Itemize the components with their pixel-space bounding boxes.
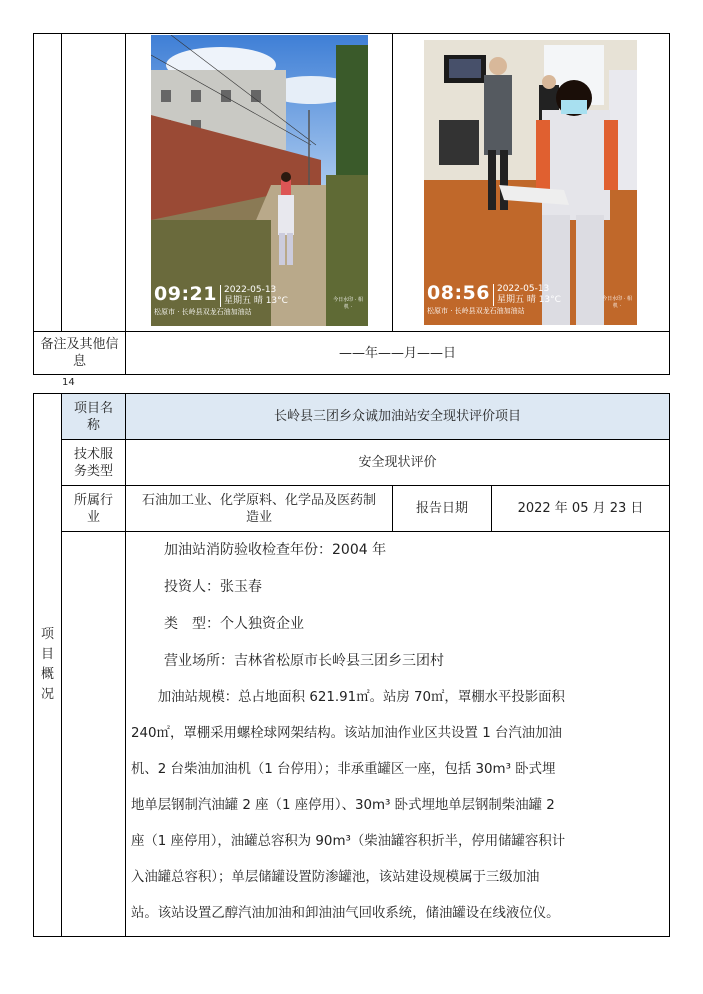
overview-label: 项目概况 bbox=[40, 627, 54, 702]
overview-line: 加油站消防验收检查年份：2004 年 bbox=[164, 542, 387, 558]
site-photo-2 bbox=[424, 40, 637, 325]
service-type-value: 安全现状评价 bbox=[358, 455, 437, 470]
remark-value: ——年——月——日 bbox=[338, 345, 456, 361]
paragraph-line: 240㎡，罩棚采用螺栓球网架结构。该站加油作业区共设置 1 台汽油加油 bbox=[131, 726, 562, 741]
project-name-label: 项目名称 bbox=[73, 400, 113, 433]
photo2-date: 2022-05-13 bbox=[496, 283, 550, 294]
paragraph-line: 站。该站设置乙醇汽油加油和卸油油气回收系统，储油罐设在线液位仪。 bbox=[131, 906, 560, 921]
project-name-value: 长岭县三团乡众诚加油站安全现状评价项目 bbox=[273, 409, 521, 424]
photo2-watermark: 今日水印 · 相机 · bbox=[602, 296, 632, 309]
industry-value: 石油加工业、化学原料、化学品及医药制造业 bbox=[141, 492, 376, 525]
photo1-weekday: 星期五 晴 13°C bbox=[223, 295, 288, 306]
paragraph-line: 地单层钢制汽油罐 2 座（1 座停用）、30m³ 卧式埋地单层钢制柴油罐 2 bbox=[131, 798, 555, 813]
overview-lines bbox=[164, 532, 664, 680]
photo1-time: 09:21 bbox=[154, 283, 217, 305]
overview-line: 投资人：张玉春 bbox=[164, 579, 262, 595]
paragraph-line: 座（1 座停用），油罐总容积为 90m³（柴油罐容积折半，停用储罐容积计 bbox=[131, 834, 566, 849]
paragraph-line: 机、2 台柴油加油机（1 台停用）；非承重罐区一座，包括 30m³ 卧式埋 bbox=[131, 762, 556, 777]
remark-label: 备注及其他信息 bbox=[40, 337, 119, 369]
overview-line: 营业场所：吉林省松原市长岭县三团乡三团村 bbox=[164, 653, 444, 669]
photo2-time: 08:56 bbox=[427, 282, 490, 304]
paragraph-line: 入油罐总容积）；单层储罐设置防渗罐池，该站建设规模属于三级加油 bbox=[131, 870, 540, 885]
industry-label: 所属行业 bbox=[73, 492, 113, 525]
photo1-watermark: 今日水印 · 相机 · bbox=[333, 297, 363, 310]
photo1-date: 2022-05-13 bbox=[223, 284, 277, 295]
photo1-location: 松原市 · 长岭县双龙石油加油站 bbox=[154, 307, 252, 316]
overview-paragraph bbox=[131, 680, 667, 932]
photo2-weekday: 星期五 晴 13°C bbox=[496, 294, 561, 305]
overview-line: 类 型：个人独资企业 bbox=[164, 616, 304, 632]
service-type-label: 技术服务类型 bbox=[73, 446, 113, 479]
site-photo-1 bbox=[151, 35, 368, 326]
paragraph-line: 加油站规模：总占地面积 621.91㎡。站房 70㎡，罩棚水平投影面积 bbox=[131, 690, 565, 705]
report-date-label: 报告日期 bbox=[415, 501, 468, 516]
page-number: 14 bbox=[62, 377, 75, 388]
photo2-location: 松原市 · 长岭县双龙石油加油站 bbox=[427, 306, 525, 315]
report-date-value: 2022 年 05 月 23 日 bbox=[517, 501, 644, 516]
